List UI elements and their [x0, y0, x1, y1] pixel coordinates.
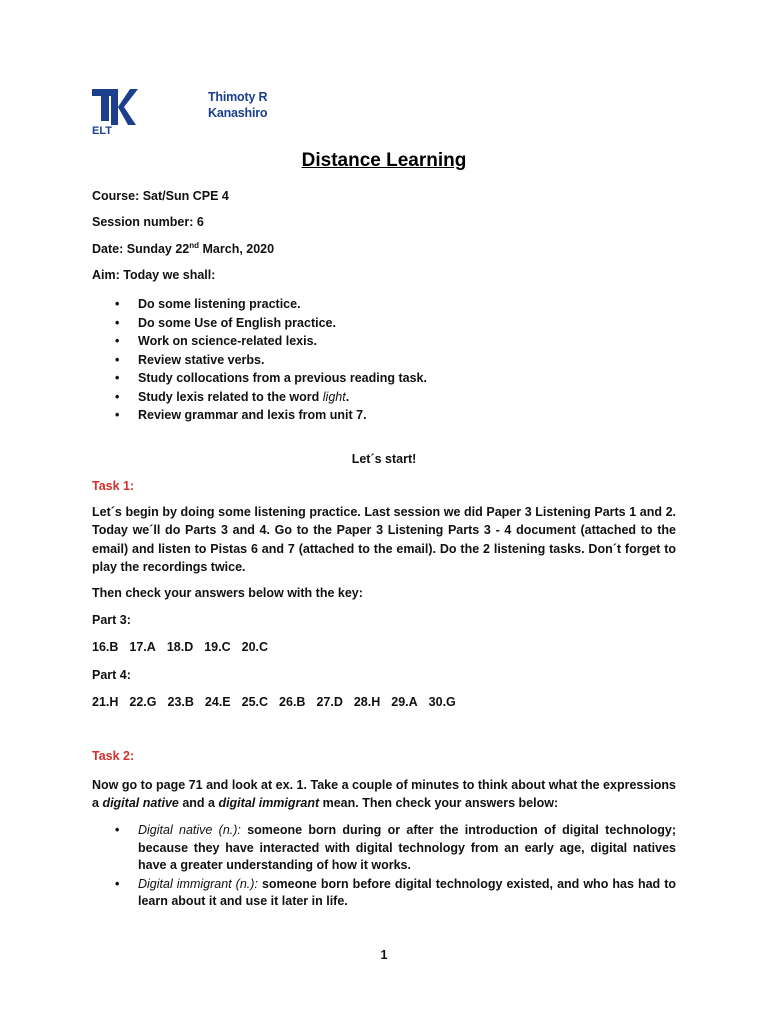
logo-elt-text: ELT: [92, 125, 112, 136]
answer: 23.B: [167, 695, 194, 709]
aim-text: Review stative verbs.: [138, 352, 265, 367]
aim-text: Review grammar and lexis from unit 7.: [138, 408, 367, 422]
answer: 30.G: [428, 695, 456, 709]
answer: 28.H: [353, 695, 381, 709]
page-title: Distance Learning: [301, 150, 467, 171]
task-2-text: and a: [178, 796, 219, 811]
bullet-icon: •: [115, 297, 120, 311]
aims-list: [92, 295, 692, 425]
aim-text: Study collocations from a previous reading task.: [138, 371, 427, 385]
logo-line-2: Kanashiro: [208, 106, 268, 120]
aim-italic-word: light: [322, 389, 346, 404]
aim-text: Study lexis related to the word: [138, 389, 323, 404]
date-line: [92, 241, 274, 256]
definition-text: someone born before digital technology existed, and who has had to learn about it and use it later in life.: [138, 876, 677, 908]
list-item: [92, 406, 692, 425]
answer: 20.C: [241, 640, 269, 654]
brand-logo: [92, 88, 268, 136]
part-3-answers: [92, 640, 279, 654]
task-2-instructions: [92, 776, 676, 813]
task-1-check: Then check your answers below with the key:: [92, 586, 363, 600]
answer: 17.A: [129, 640, 156, 654]
date-prefix: Date: Sunday 22: [92, 242, 190, 257]
list-item: [92, 351, 692, 370]
term-digital-native: digital native: [102, 796, 179, 811]
task-2-label: Task 2:: [92, 749, 135, 763]
bullet-icon: •: [115, 408, 120, 422]
part-4-label: Part 4:: [92, 668, 131, 682]
answer: 21.H: [92, 695, 119, 709]
term-digital-immigrant: digital immigrant: [218, 796, 320, 811]
list-item: [92, 295, 692, 314]
course-line: Course: Sat/Sun CPE 4: [92, 189, 229, 203]
task-2-text: mean. Then check your answers below:: [319, 796, 559, 811]
session-line: Session number: 6: [92, 215, 204, 229]
definition-term: Digital immigrant (n.):: [138, 876, 258, 891]
page-number: 1: [380, 948, 388, 962]
start-heading: Let´s start!: [351, 452, 417, 466]
list-item: [92, 369, 692, 388]
list-item: [92, 876, 676, 911]
aim-text: Do some listening practice.: [138, 297, 301, 311]
bullet-icon: •: [115, 334, 120, 348]
definition-text: someone born during or after the introduction of digital technology; because they have interacted with digital technology from an early age, digital natives have a greater understanding of how it works.: [138, 823, 677, 872]
answer: 18.D: [166, 640, 194, 654]
definition-term: Digital native (n.):: [138, 823, 241, 837]
list-item: [92, 314, 692, 333]
list-item: [92, 822, 676, 875]
task-1-instructions: Let´s begin by doing some listening practice. Last session we did Paper 3 Listening Parts 1 and 2. Today we´ll do Parts 3 and 4. Go to the Paper 3 Listening Parts 3 - 4 document (attached to the email) and listen to Pistas 6 and 7 (attached to the email). Do the 2 listening tasks. Don´t forget to play the recordings twice.: [92, 505, 676, 574]
list-item: [92, 388, 692, 407]
answer: 27.D: [316, 695, 343, 709]
answer: 29.A: [391, 695, 418, 709]
aim-text: Work on science-related lexis.: [138, 334, 318, 348]
date-ordinal: nd: [189, 241, 200, 250]
task-1-label: Task 1:: [92, 479, 135, 493]
task-2-text: Now go to page 71 and look at ex. 1. Take a couple of minutes to think about what the expressions a: [92, 778, 676, 811]
answer: 16.B: [92, 640, 119, 654]
logo-name: [208, 89, 267, 121]
answer: 26.B: [279, 695, 306, 709]
list-item: [92, 332, 692, 351]
answer: 25.C: [241, 695, 269, 709]
bullet-icon: •: [115, 823, 120, 837]
bullet-icon: •: [115, 876, 120, 891]
bullet-icon: •: [115, 389, 120, 404]
answer: 22.G: [129, 695, 157, 709]
bullet-icon: •: [115, 352, 120, 367]
bullet-icon: •: [115, 315, 120, 330]
bullet-icon: •: [115, 371, 120, 385]
aim-text-end: .: [345, 389, 350, 404]
answer: 19.C: [204, 640, 231, 654]
logo-line-1: Thimoty R: [208, 90, 268, 104]
answer: 24.E: [204, 695, 231, 709]
tk-elt-logo-mark: [92, 88, 204, 136]
part-4-answers: [92, 695, 467, 709]
definitions-list: [92, 822, 676, 912]
date-suffix: March, 2020: [199, 242, 275, 257]
aim-line: Aim: Today we shall:: [92, 268, 216, 282]
part-3-label: Part 3:: [92, 613, 131, 627]
aim-text: Do some Use of English practice.: [138, 315, 336, 330]
